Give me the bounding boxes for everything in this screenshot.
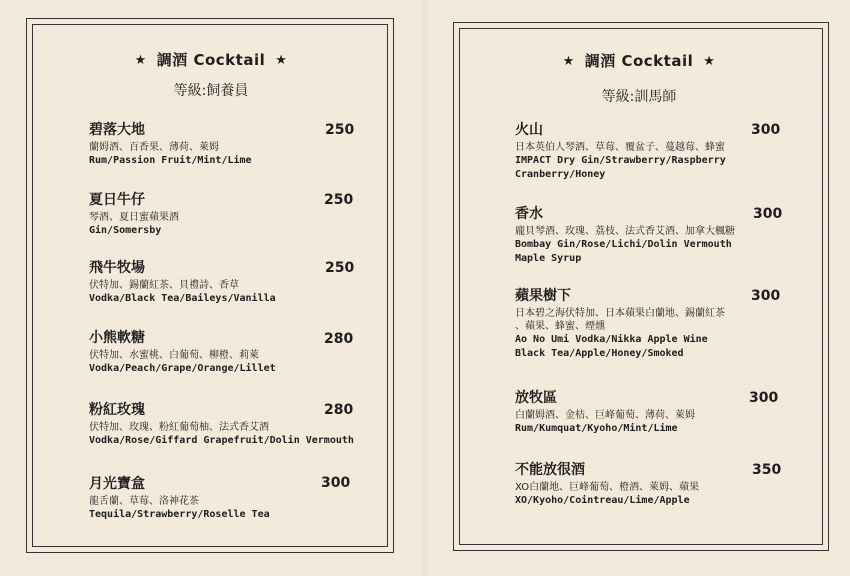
drink-ingredients-en: Bombay Gin/Rose/Lichi/Dolin Vermouth (515, 239, 732, 250)
menu-item (89, 121, 252, 168)
drink-ingredients-en: Tequila/Strawberry/Roselle Tea (89, 509, 270, 520)
menu-page-left (0, 0, 422, 576)
menu-header (428, 50, 850, 71)
drink-ingredients-zh: 、蘋果、蜂蜜、煙燻 (515, 321, 605, 332)
menu-item (89, 329, 276, 376)
drink-ingredients-en: Ao No Umi Vodka/Nikka Apple Wine (515, 334, 708, 345)
menu-item (89, 259, 276, 306)
level-subtitle: 等級:訓馬師 (601, 89, 677, 105)
star-icon: ★ (703, 54, 716, 69)
drink-ingredients-en: Vodka/Peach/Grape/Orange/Lillet (89, 363, 276, 374)
drink-ingredients-en: IMPACT Dry Gin/Strawberry/Raspberry (515, 155, 726, 166)
drink-name: 小熊軟糖 (89, 330, 145, 346)
drink-ingredients-en: Rum/Passion Fruit/Mint/Lime (89, 155, 252, 166)
menu-item (515, 461, 699, 508)
menu-item (515, 205, 735, 266)
drink-name: 碧落大地 (89, 122, 145, 138)
drink-name: 火山 (515, 122, 543, 138)
menu-page-right (428, 0, 850, 576)
menu-title: 調酒 Cocktail (156, 51, 266, 69)
drink-name: 不能放很酒 (515, 462, 585, 478)
drink-price: 350 (752, 462, 782, 478)
drink-name: 夏日牛仔 (89, 192, 145, 208)
drink-ingredients-en: Maple Syrup (515, 253, 582, 264)
star-icon: ★ (562, 54, 575, 69)
drink-name: 蘋果樹下 (515, 288, 571, 304)
drink-price: 280 (324, 331, 354, 347)
menu-item (89, 401, 354, 448)
drink-ingredients-zh: 伏特加、玫瑰、粉紅葡萄柚、法式香艾酒 (89, 422, 269, 433)
drink-ingredients-en: Black Tea/Apple/Honey/Smoked (515, 348, 684, 359)
drink-ingredients-en: Rum/Kumquat/Kyoho/Mint/Lime (515, 423, 678, 434)
drink-price: 300 (321, 475, 351, 491)
drink-ingredients-zh: XO白蘭地、巨峰葡萄、橙酒、萊姆、蘋果 (515, 482, 700, 493)
drink-ingredients-zh: 白蘭姆酒、金桔、巨峰葡萄、薄荷、萊姆 (515, 410, 695, 421)
menu-item (515, 287, 725, 361)
menu-header (0, 49, 422, 70)
drink-ingredients-zh: 龍舌蘭、草莓、洛神花茶 (89, 496, 199, 507)
drink-ingredients-zh: 伏特加、水蜜桃、白葡萄、柳橙、莉萊 (89, 350, 259, 361)
drink-ingredients-en: XO/Kyoho/Cointreau/Lime/Apple (515, 495, 690, 506)
star-icon: ★ (134, 53, 147, 68)
drink-name: 放牧區 (515, 390, 557, 406)
menu-title: 調酒 Cocktail (584, 52, 694, 70)
drink-price: 300 (751, 122, 781, 138)
level-subtitle: 等級:飼養員 (173, 83, 249, 99)
drink-name: 月光寶盒 (89, 476, 145, 492)
drink-price: 280 (324, 402, 354, 418)
drink-name: 飛牛牧場 (89, 260, 145, 276)
drink-ingredients-zh: 琴酒、夏日蜜蘋果酒 (89, 212, 179, 223)
drink-ingredients-en: Cranberry/Honey (515, 169, 606, 180)
drink-ingredients-en: Vodka/Rose/Giffard Grapefruit/Dolin Vermouth (89, 435, 354, 446)
drink-price: 250 (324, 192, 354, 208)
drink-price: 300 (749, 390, 779, 406)
menu-item (89, 475, 270, 522)
menu-item (515, 389, 695, 436)
drink-price: 250 (325, 260, 355, 276)
drink-price: 300 (753, 206, 783, 222)
drink-ingredients-en: Gin/Somersby (89, 225, 162, 236)
drink-ingredients-zh: 伏特加、錫蘭紅茶、貝禮詩、香草 (89, 280, 239, 291)
star-icon: ★ (275, 53, 288, 68)
drink-name: 香水 (515, 206, 543, 222)
drink-name: 粉紅玫瑰 (89, 402, 145, 418)
menu-item (515, 121, 726, 182)
drink-ingredients-en: Vodka/Black Tea/Baileys/Vanilla (89, 293, 276, 304)
drink-ingredients-zh: 日本英伯人琴酒、草莓、覆盆子、蔓越莓、蜂蜜 (515, 142, 725, 153)
drink-price: 250 (325, 122, 355, 138)
drink-price: 300 (751, 288, 781, 304)
menu-item (89, 191, 179, 238)
drink-ingredients-zh: 蘭姆酒、百香果、薄荷、萊姆 (89, 142, 219, 153)
drink-ingredients-zh: 龐貝琴酒、玫瑰、荔枝、法式香艾酒、加拿大楓糖 (515, 226, 735, 237)
drink-ingredients-zh: 日本碧之海伏特加、日本蘋果白蘭地、錫蘭紅茶 (515, 308, 725, 319)
